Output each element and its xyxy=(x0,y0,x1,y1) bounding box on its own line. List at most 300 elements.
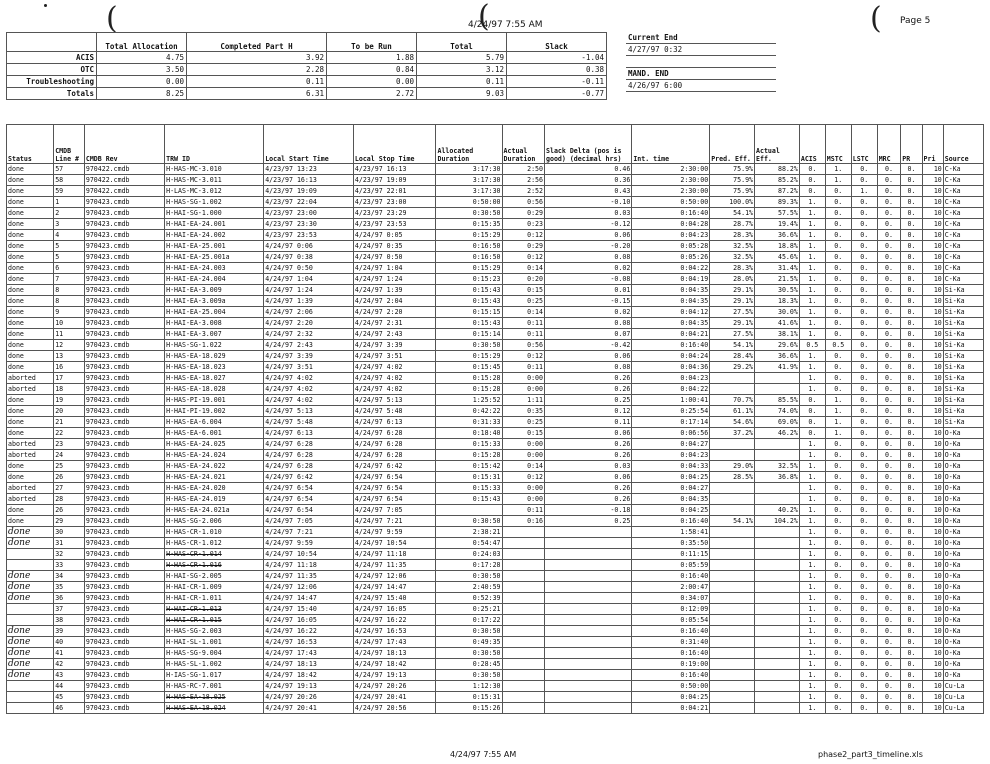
cell-pr: 0. xyxy=(901,450,922,461)
cell-int-time: 0:04:12 xyxy=(632,307,710,318)
cell-mrc: 0. xyxy=(877,692,901,703)
cell-trw-id: H-HAI-CR-1.011 xyxy=(165,593,264,604)
cell-pr: 0. xyxy=(901,197,922,208)
cell-actual-eff: 45.6% xyxy=(755,252,800,263)
cell-mrc: 0. xyxy=(877,604,901,615)
cell-allocated-duration: 0:15:33 xyxy=(436,483,502,494)
cell-acis: 1. xyxy=(799,252,825,263)
table-row xyxy=(7,307,984,318)
cell-actual-duration: 0:12 xyxy=(502,351,544,362)
cell-cmdb-rev: 970423.cmdb xyxy=(84,483,164,494)
cell-actual-duration xyxy=(502,626,544,637)
cell-cmdb-rev: 970423.cmdb xyxy=(84,527,164,538)
cell-acis: 1. xyxy=(799,659,825,670)
cell-acis: 1. xyxy=(799,307,825,318)
cell-int-time: 2:30:00 xyxy=(632,164,710,175)
cell-slack-delta: 0.12 xyxy=(545,406,632,417)
cell-mstc: 0. xyxy=(825,252,851,263)
cell-slack-delta xyxy=(545,692,632,703)
cell-pred-eff xyxy=(710,549,755,560)
cell-slack-delta: -0.18 xyxy=(545,505,632,516)
cell-lstc: 0. xyxy=(851,472,877,483)
cell-trw-id: H-HAS-RC-7.001 xyxy=(165,681,264,692)
cell-pred-eff xyxy=(710,659,755,670)
cell-trw-id: H-HAS-SG-9.004 xyxy=(165,648,264,659)
cell-trw-id: H-HAS-SG-1.002 xyxy=(165,197,264,208)
cell-source: O-Ka xyxy=(943,615,983,626)
cell-slack-delta xyxy=(545,659,632,670)
cell-trw-id: H-HAI-EA-24.003 xyxy=(165,263,264,274)
cell-local-start: 4/24/97 20:26 xyxy=(264,692,354,703)
cell-mstc: 0. xyxy=(825,461,851,472)
cell-source: O-Ka xyxy=(943,439,983,450)
cell-status: done xyxy=(7,318,54,329)
cell-status: done xyxy=(7,362,54,373)
cell-local-start: 4/24/97 11:35 xyxy=(264,571,354,582)
cell-actual-eff: 41.6% xyxy=(755,318,800,329)
cell-local-stop: 4/24/97 10:54 xyxy=(353,538,436,549)
cell-cmdb-line: 36 xyxy=(54,593,85,604)
cell-local-stop: 4/24/97 20:56 xyxy=(353,703,436,714)
cell-lstc: 0. xyxy=(851,571,877,582)
cell-pr: 0. xyxy=(901,516,922,527)
cell-source: O-Ka xyxy=(943,571,983,582)
summary-slack: -0.77 xyxy=(507,88,607,100)
cell-local-stop: 4/23/97 23:29 xyxy=(353,208,436,219)
cell-source: C-Ka xyxy=(943,219,983,230)
cell-slack-delta: 0.36 xyxy=(545,175,632,186)
current-end-value: 4/27/97 0:32 xyxy=(626,44,776,56)
cell-mstc: 0. xyxy=(825,505,851,516)
cell-lstc: 0. xyxy=(851,681,877,692)
cell-mrc: 0. xyxy=(877,571,901,582)
cell-actual-duration: 0:15 xyxy=(502,428,544,439)
cell-mrc: 0. xyxy=(877,241,901,252)
cell-status: done xyxy=(7,527,54,538)
cell-trw-id: H-HAI-EA-3.008 xyxy=(165,318,264,329)
table-row xyxy=(7,230,984,241)
cell-pred-eff xyxy=(710,494,755,505)
table-row xyxy=(7,483,984,494)
cell-actual-eff xyxy=(755,615,800,626)
cell-int-time: 0:05:26 xyxy=(632,252,710,263)
cell-source: Si-Ka xyxy=(943,395,983,406)
cell-mrc: 0. xyxy=(877,362,901,373)
cell-cmdb-rev: 970423.cmdb xyxy=(84,373,164,384)
cell-int-time: 0:04:25 xyxy=(632,692,710,703)
cell-cmdb-line: 25 xyxy=(54,461,85,472)
cell-actual-duration: 0:11 xyxy=(502,362,544,373)
cell-pr: 0. xyxy=(901,307,922,318)
cell-mrc: 0. xyxy=(877,197,901,208)
cell-cmdb-rev: 970423.cmdb xyxy=(84,571,164,582)
cell-cmdb-line: 8 xyxy=(54,285,85,296)
cell-int-time: 0:50:00 xyxy=(632,197,710,208)
table-row xyxy=(7,362,984,373)
cell-cmdb-line: 10 xyxy=(54,318,85,329)
cell-acis: 1. xyxy=(799,483,825,494)
cell-slack-delta: 0.43 xyxy=(545,186,632,197)
cell-mstc: 0. xyxy=(825,208,851,219)
cell-mstc: 0.5 xyxy=(825,340,851,351)
cell-local-start: 4/24/97 7:05 xyxy=(264,516,354,527)
cell-slack-delta: 0.08 xyxy=(545,252,632,263)
cell-slack-delta: -0.10 xyxy=(545,197,632,208)
cell-allocated-duration: 0:15:33 xyxy=(436,439,502,450)
table-row xyxy=(7,461,984,472)
cell-source: O-Ka xyxy=(943,659,983,670)
cell-cmdb-line: 23 xyxy=(54,439,85,450)
cell-pr: 0. xyxy=(901,472,922,483)
cell-pred-eff: 32.5% xyxy=(710,252,755,263)
cell-pr: 0. xyxy=(901,186,922,197)
cell-lstc: 0. xyxy=(851,450,877,461)
footer-timestamp: 4/24/97 7:55 AM xyxy=(450,750,517,759)
cell-cmdb-line: 42 xyxy=(54,659,85,670)
cell-mrc: 0. xyxy=(877,417,901,428)
cell-slack-delta xyxy=(545,670,632,681)
cell-actual-duration xyxy=(502,615,544,626)
cell-trw-id: H-HAI-EA-3.007 xyxy=(165,329,264,340)
cell-mrc: 0. xyxy=(877,384,901,395)
cell-lstc: 0. xyxy=(851,373,877,384)
cell-pri: 10 xyxy=(922,692,943,703)
cell-status: done xyxy=(7,219,54,230)
cell-slack-delta: 0.25 xyxy=(545,395,632,406)
cell-mrc: 0. xyxy=(877,659,901,670)
cell-pri: 10 xyxy=(922,626,943,637)
cell-pred-eff: 29.2% xyxy=(710,362,755,373)
cell-local-stop: 4/24/97 4:02 xyxy=(353,362,436,373)
cell-source: O-Ka xyxy=(943,450,983,461)
cell-mstc: 0. xyxy=(825,384,851,395)
cell-local-stop: 4/24/97 9:59 xyxy=(353,527,436,538)
cell-int-time: 0:04:19 xyxy=(632,274,710,285)
cell-actual-eff: 85.2% xyxy=(755,175,800,186)
cell-trw-id: H-HAI-PI-19.002 xyxy=(165,406,264,417)
cell-pr: 0. xyxy=(901,527,922,538)
cell-cmdb-line: 17 xyxy=(54,373,85,384)
cell-local-stop: 4/24/97 20:41 xyxy=(353,692,436,703)
cell-pri: 10 xyxy=(922,428,943,439)
cell-cmdb-rev: 970423.cmdb xyxy=(84,670,164,681)
cell-acis: 1. xyxy=(799,494,825,505)
cell-source: Si-Ka xyxy=(943,340,983,351)
cell-status: done xyxy=(7,648,54,659)
cell-local-start: 4/24/97 19:13 xyxy=(264,681,354,692)
cell-pred-eff xyxy=(710,670,755,681)
cell-slack-delta: 0.26 xyxy=(545,373,632,384)
cell-trw-id: H-HAI-EA-24.002 xyxy=(165,230,264,241)
cell-cmdb-line: 43 xyxy=(54,670,85,681)
cell-mrc: 0. xyxy=(877,593,901,604)
cell-pred-eff xyxy=(710,571,755,582)
cell-cmdb-rev: 970423.cmdb xyxy=(84,296,164,307)
cell-mstc: 0. xyxy=(825,241,851,252)
cell-local-start: 4/24/97 1:04 xyxy=(264,274,354,285)
cell-actual-eff xyxy=(755,483,800,494)
cell-cmdb-rev: 970423.cmdb xyxy=(84,648,164,659)
cell-local-stop: 4/24/97 16:22 xyxy=(353,615,436,626)
end-times xyxy=(626,32,776,92)
mand-end-value: 4/26/97 6:00 xyxy=(626,80,776,92)
cell-source: C-Ka xyxy=(943,230,983,241)
cell-local-start: 4/23/97 19:09 xyxy=(264,186,354,197)
cell-status: done xyxy=(7,208,54,219)
cell-allocated-duration: 2:38:21 xyxy=(436,527,502,538)
cell-cmdb-line: 19 xyxy=(54,395,85,406)
cell-acis: 0. xyxy=(799,395,825,406)
cell-acis: 1. xyxy=(799,384,825,395)
cell-cmdb-rev: 970423.cmdb xyxy=(84,417,164,428)
table-row xyxy=(7,560,984,571)
cell-status: done xyxy=(7,626,54,637)
cell-lstc: 0. xyxy=(851,164,877,175)
cell-mrc: 0. xyxy=(877,461,901,472)
summary-header: Total xyxy=(417,33,507,52)
cell-cmdb-rev: 970423.cmdb xyxy=(84,626,164,637)
cell-pr: 0. xyxy=(901,681,922,692)
cell-local-stop: 4/24/97 2:04 xyxy=(353,296,436,307)
cell-cmdb-line: 45 xyxy=(54,692,85,703)
cell-pri: 10 xyxy=(922,164,943,175)
cell-mrc: 0. xyxy=(877,483,901,494)
cell-allocated-duration: 0:54:47 xyxy=(436,538,502,549)
cell-cmdb-line: 33 xyxy=(54,560,85,571)
cell-trw-id: H-HAS-EA-24.025 xyxy=(165,439,264,450)
cell-local-stop: 4/24/97 1:39 xyxy=(353,285,436,296)
cell-allocated-duration: 0:52:39 xyxy=(436,593,502,604)
summary-header-row xyxy=(7,33,607,52)
cell-cmdb-line: 4 xyxy=(54,230,85,241)
cell-actual-eff xyxy=(755,384,800,395)
cell-cmdb-line: 2 xyxy=(54,208,85,219)
cell-local-start: 4/24/97 0:50 xyxy=(264,263,354,274)
cell-actual-duration xyxy=(502,560,544,571)
cell-cmdb-rev: 970423.cmdb xyxy=(84,307,164,318)
cell-trw-id: H-HAS-EA-24.024 xyxy=(165,450,264,461)
cell-status: done xyxy=(7,461,54,472)
cell-trw-id: H-HAS-EA-24.021 xyxy=(165,472,264,483)
cell-mrc: 0. xyxy=(877,296,901,307)
cell-local-stop: 4/24/97 1:24 xyxy=(353,274,436,285)
cell-int-time: 0:04:33 xyxy=(632,461,710,472)
cell-status: aborted xyxy=(7,494,54,505)
cell-cmdb-line: 40 xyxy=(54,637,85,648)
cell-actual-eff: 87.2% xyxy=(755,186,800,197)
cell-acis: 1. xyxy=(799,538,825,549)
cell-actual-eff xyxy=(755,681,800,692)
cell-cmdb-rev: 970423.cmdb xyxy=(84,494,164,505)
cell-pr: 0. xyxy=(901,362,922,373)
cell-source: C-Ka xyxy=(943,175,983,186)
cell-pred-eff xyxy=(710,626,755,637)
table-row xyxy=(7,318,984,329)
cell-int-time: 0:04:35 xyxy=(632,494,710,505)
cell-allocated-duration: 0:18:40 xyxy=(436,428,502,439)
table-row xyxy=(7,252,984,263)
cell-pr: 0. xyxy=(901,417,922,428)
cell-actual-eff: 40.2% xyxy=(755,505,800,516)
cell-lstc: 0. xyxy=(851,439,877,450)
cell-cmdb-line: 30 xyxy=(54,527,85,538)
cell-pred-eff xyxy=(710,373,755,384)
cell-pr: 0. xyxy=(901,285,922,296)
cell-source: Cu-La xyxy=(943,703,983,714)
table-row xyxy=(7,395,984,406)
cell-status: done xyxy=(7,340,54,351)
cell-pr: 0. xyxy=(901,648,922,659)
cell-pr: 0. xyxy=(901,395,922,406)
summary-slack: -0.11 xyxy=(507,76,607,88)
cell-pri: 10 xyxy=(922,384,943,395)
cell-mstc: 0. xyxy=(825,230,851,241)
cell-mrc: 0. xyxy=(877,395,901,406)
cell-acis: 1. xyxy=(799,516,825,527)
cell-source: O-Ka xyxy=(943,494,983,505)
table-row xyxy=(7,329,984,340)
cell-pred-eff: 54.6% xyxy=(710,417,755,428)
cell-cmdb-line: 9 xyxy=(54,307,85,318)
table-row xyxy=(7,208,984,219)
cell-trw-id: H-HAI-SG-2.005 xyxy=(165,571,264,582)
cell-mstc: 0. xyxy=(825,560,851,571)
cell-lstc: 0. xyxy=(851,527,877,538)
cell-local-start: 4/24/97 3:51 xyxy=(264,362,354,373)
cell-pred-eff: 28.3% xyxy=(710,263,755,274)
cell-mstc: 0. xyxy=(825,538,851,549)
cell-mstc: 0. xyxy=(825,307,851,318)
cell-mstc: 1. xyxy=(825,395,851,406)
binder-hook-mark: ( xyxy=(870,1,882,36)
table-row xyxy=(7,274,984,285)
cell-lstc: 0. xyxy=(851,428,877,439)
cell-pred-eff xyxy=(710,538,755,549)
summary-completed: 6.31 xyxy=(187,88,327,100)
cell-cmdb-rev: 970423.cmdb xyxy=(84,362,164,373)
cell-status: done xyxy=(7,593,54,604)
cell-trw-id: H-HAS-SG-2.006 xyxy=(165,516,264,527)
cell-int-time: 0:16:40 xyxy=(632,340,710,351)
cell-cmdb-rev: 970423.cmdb xyxy=(84,197,164,208)
cell-allocated-duration: 0:15:28 xyxy=(436,384,502,395)
cell-status: done xyxy=(7,252,54,263)
table-row xyxy=(7,494,984,505)
cell-cmdb-line: 16 xyxy=(54,362,85,373)
cell-actual-eff: 88.2% xyxy=(755,164,800,175)
cell-pri: 10 xyxy=(922,505,943,516)
table-row xyxy=(7,527,984,538)
cell-pr: 0. xyxy=(901,703,922,714)
cell-local-start: 4/24/97 4:02 xyxy=(264,373,354,384)
cell-pred-eff xyxy=(710,527,755,538)
cell-trw-id: H-HAS-EA-18.025 xyxy=(165,692,264,703)
timeline-body xyxy=(7,164,984,714)
cell-mstc: 0. xyxy=(825,439,851,450)
cell-local-stop: 4/23/97 19:09 xyxy=(353,175,436,186)
cell-actual-duration: 1:11 xyxy=(502,395,544,406)
cell-acis: 1. xyxy=(799,219,825,230)
cell-acis: 1. xyxy=(799,296,825,307)
cell-lstc: 0. xyxy=(851,395,877,406)
cell-mstc: 1. xyxy=(825,406,851,417)
cell-mstc: 0. xyxy=(825,329,851,340)
column-header: Int. time xyxy=(632,125,710,164)
cell-cmdb-line: 34 xyxy=(54,571,85,582)
cell-status: aborted xyxy=(7,373,54,384)
cell-mrc: 0. xyxy=(877,582,901,593)
cell-acis: 1. xyxy=(799,681,825,692)
cell-slack-delta: 0.06 xyxy=(545,351,632,362)
cell-source: O-Ka xyxy=(943,516,983,527)
summary-total: 5.79 xyxy=(417,52,507,64)
cell-mrc: 0. xyxy=(877,472,901,483)
table-row xyxy=(7,296,984,307)
cell-pri: 10 xyxy=(922,395,943,406)
cell-pri: 10 xyxy=(922,252,943,263)
cell-allocated-duration: 0:49:35 xyxy=(436,637,502,648)
cell-cmdb-rev: 970423.cmdb xyxy=(84,340,164,351)
cell-allocated-duration: 0:42:22 xyxy=(436,406,502,417)
cell-mrc: 0. xyxy=(877,527,901,538)
cell-local-start: 4/24/97 7:21 xyxy=(264,527,354,538)
summary-slack: -1.04 xyxy=(507,52,607,64)
cell-actual-duration xyxy=(502,648,544,659)
cell-mrc: 0. xyxy=(877,219,901,230)
cell-pred-eff: 29.1% xyxy=(710,318,755,329)
cell-cmdb-rev: 970423.cmdb xyxy=(84,439,164,450)
cell-pred-eff: 75.9% xyxy=(710,186,755,197)
cell-allocated-duration: 0:16:50 xyxy=(436,241,502,252)
table-row xyxy=(7,373,984,384)
cell-status xyxy=(7,703,54,714)
column-header: Pri xyxy=(922,125,943,164)
cell-int-time: 0:16:40 xyxy=(632,648,710,659)
cell-source: C-Ka xyxy=(943,263,983,274)
cell-acis: 0. xyxy=(799,428,825,439)
cell-local-stop: 4/24/97 17:43 xyxy=(353,637,436,648)
cell-actual-eff xyxy=(755,450,800,461)
cell-actual-eff xyxy=(755,549,800,560)
cell-status: done xyxy=(7,329,54,340)
cell-allocated-duration: 0:28:45 xyxy=(436,659,502,670)
cell-status: done xyxy=(7,197,54,208)
cell-lstc: 0. xyxy=(851,648,877,659)
cell-lstc: 0. xyxy=(851,340,877,351)
cell-trw-id: H-HAI-EA-25.001a xyxy=(165,252,264,263)
cell-source: O-Ka xyxy=(943,670,983,681)
cell-local-start: 4/24/97 2:20 xyxy=(264,318,354,329)
cell-actual-duration: 0:29 xyxy=(502,208,544,219)
cell-lstc: 0. xyxy=(851,417,877,428)
cell-allocated-duration: 3:17:30 xyxy=(436,164,502,175)
cell-pred-eff xyxy=(710,681,755,692)
cell-actual-eff xyxy=(755,373,800,384)
cell-cmdb-rev: 970423.cmdb xyxy=(84,285,164,296)
cell-pr: 0. xyxy=(901,505,922,516)
summary-completed: 0.11 xyxy=(187,76,327,88)
cell-lstc: 0. xyxy=(851,175,877,186)
cell-source: O-Ka xyxy=(943,538,983,549)
cell-pr: 0. xyxy=(901,582,922,593)
cell-mrc: 0. xyxy=(877,230,901,241)
cell-mstc: 0. xyxy=(825,296,851,307)
table-row xyxy=(7,538,984,549)
cell-mstc: 0. xyxy=(825,527,851,538)
cell-slack-delta: 0.02 xyxy=(545,263,632,274)
cell-allocated-duration: 0:15:15 xyxy=(436,307,502,318)
column-header: MRC xyxy=(877,125,901,164)
